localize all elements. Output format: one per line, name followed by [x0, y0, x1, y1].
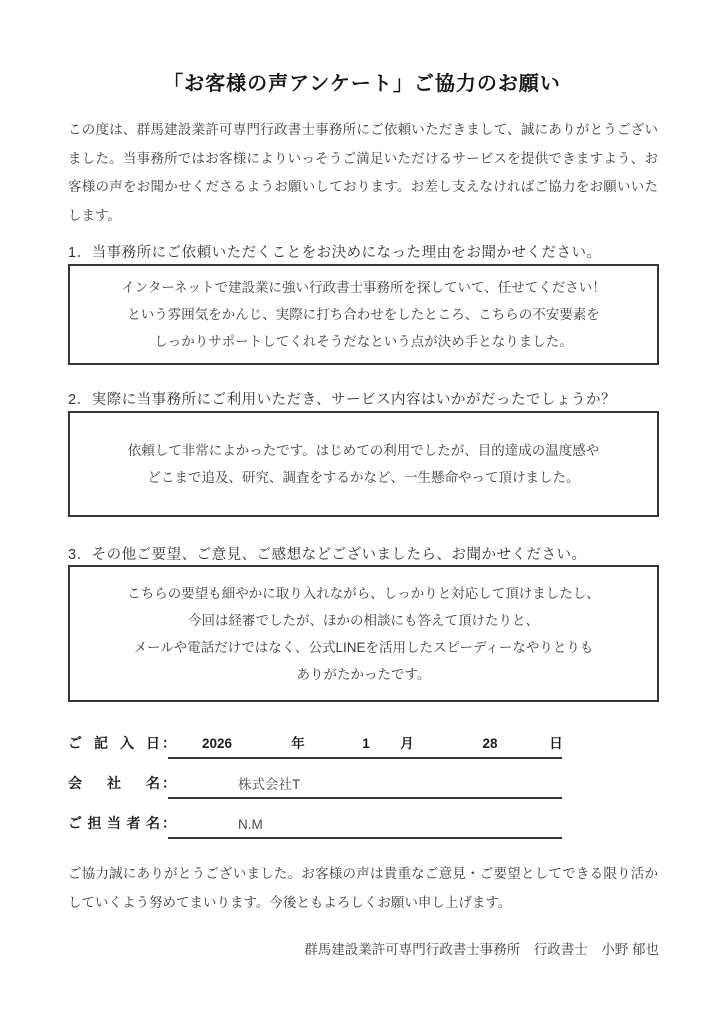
date-field-line	[168, 731, 562, 759]
date-year-value: 2026	[201, 736, 233, 751]
answer-1-line-2: という雰囲気をかんじ、実際に打ち合わせをしたところ、こちらの不安要素を	[127, 307, 600, 322]
date-day-value: 28	[482, 736, 498, 751]
date-month-unit: 月	[400, 736, 414, 751]
date-day-unit: 日	[549, 736, 563, 751]
person-field-line	[168, 811, 562, 839]
question-2-label: 2．実際に当事務所にご利用いただき、サービス内容はいかがだったでしょうか？	[68, 392, 616, 408]
date-field-label-text: ご記入日	[68, 735, 160, 751]
company-field-label-text: 会社名	[68, 775, 160, 791]
answer-3-line-2: 今回は経審でしたが、ほかの相談にも答えて頂けたりと、	[188, 612, 539, 628]
company-field-line	[168, 771, 562, 799]
date-month-value: 1	[362, 736, 370, 751]
date-field-colon: ：	[162, 735, 176, 751]
person-field-label	[68, 810, 176, 838]
company-field-label	[68, 770, 176, 798]
office-signature: 群馬建設業許可専門行政書士事務所 行政書士 小野 郁也	[304, 942, 659, 957]
closing-paragraph: ご協力誠にありがとうございました。お客様の声は貴重なご意見・ご要望としてできる限り活かしていくよう努めてまいります。今後ともよろしくお願い申し上げます。	[68, 866, 658, 910]
question-1-label: 1．当事務所にご依頼いただくことをお決めになった理由をお聞かせください。	[68, 245, 602, 261]
question-3-label: 3．その他ご要望、ご意見、ご感想などございましたら、お聞かせください。	[68, 547, 587, 563]
page-title: 「お客様の声アンケート」ご協力のお願い	[163, 73, 561, 95]
answer-2-line-1: 依頼して非常によかったです。はじめての利用でしたが、目的達成の温度感や	[127, 443, 600, 458]
answer-1-line-3: しっかりサポートしてくれそうだなという点が決め手となりました。	[154, 334, 573, 349]
company-field-colon: ：	[162, 775, 176, 791]
answer-box-3	[68, 565, 659, 702]
answer-box-2	[68, 411, 659, 517]
person-field-label-text: ご担当者名	[68, 815, 160, 831]
answer-3-line-4: ありがたかったです。	[296, 666, 431, 682]
person-field-colon: ：	[162, 815, 176, 831]
answer-2-line-2: どこまで追及、研究、調査をするかなど、一生懸命やって頂けました。	[147, 470, 580, 485]
intro-paragraph: この度は、群馬建設業許可専門行政書士事務所にご依頼いただきまして、誠にありがとうございました。当事務所ではお客様によりいっそうご満足いただけるサービスを提供できますよう、お客様の声をお聞かせくださるようお願いしております。お差し支えなければご協力をお願いいたします。	[68, 122, 658, 223]
answer-box-1	[68, 264, 659, 365]
answer-3-line-1: こちらの要望も細やかに取り入れながら、しっかりと対応して頂けましたし、	[127, 585, 600, 601]
date-field-label	[68, 730, 176, 758]
person-name-value: N.M	[238, 817, 263, 832]
answer-3-line-3: メールや電話だけではなく、公式LINEを活用したスピーディーなやりとりも	[133, 639, 594, 655]
answer-1-line-1: インターネットで建設業に強い行政書士事務所を探していて、任せてください！	[121, 280, 606, 295]
date-year-unit: 年	[291, 736, 305, 751]
company-name-value: 株式会社T	[238, 777, 301, 792]
